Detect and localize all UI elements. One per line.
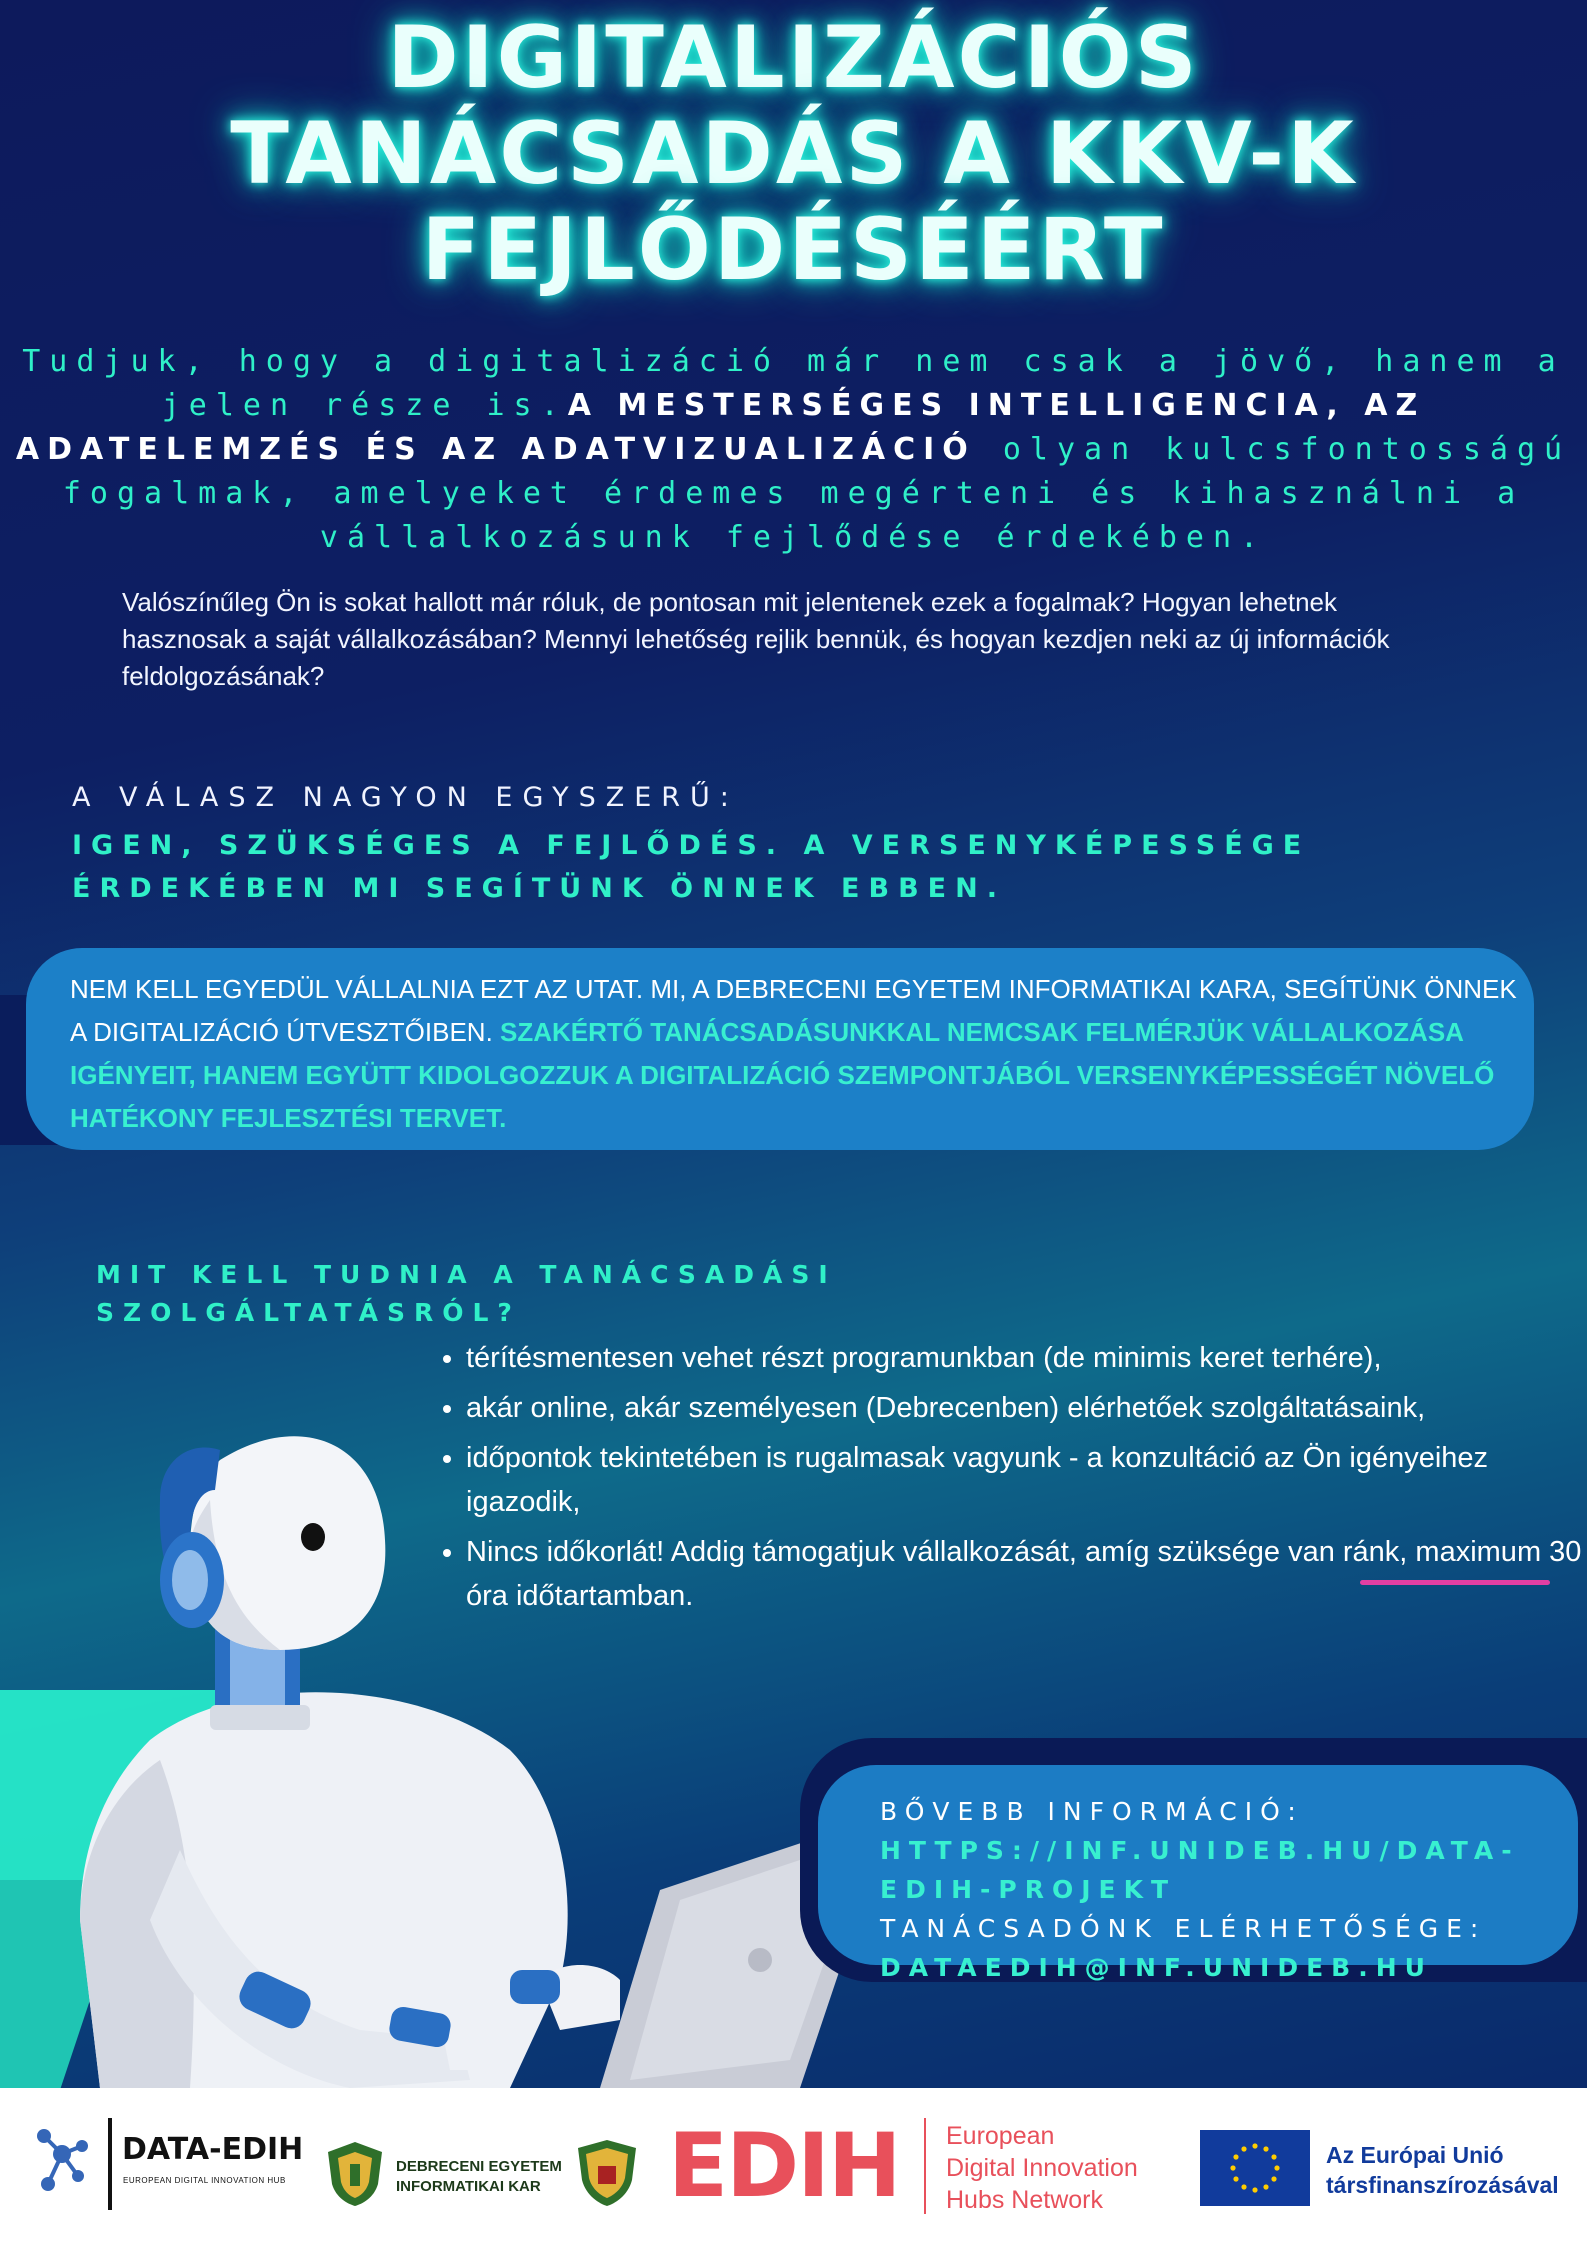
data-edih-name: DATA-EDIH: [122, 2132, 304, 2167]
highlight-underline: [1360, 1580, 1550, 1585]
title-line-1: DIGITALIZÁCIÓS: [387, 8, 1200, 108]
data-edih-sub: EUROPEAN DIGITAL INNOVATION HUB: [123, 2176, 286, 2185]
edih-divider: [924, 2118, 926, 2214]
footer-logos: [0, 2088, 1587, 2245]
eu-flag-icon: [1200, 2130, 1310, 2206]
offer-highlight: SZAKÉRTŐ TANÁCSADÁSUNKKAL NEMCSAK FELMÉRJÜK VÁLLALKOZÁSA IGÉNYEIT, HANEM EGYÜTT KIDOLGOZZUK A DIGITALIZÁCIÓ SZEMPONTJÁBÓL VERSENYKÉPESSÉGÉT NÖVELŐ HATÉKONY FEJLESZTÉSI TERVET.: [70, 1017, 1495, 1133]
email-link[interactable]: DATAEDIH@INF.UNIDEB.HU: [880, 1953, 1433, 1982]
title-line-2: TANÁCSADÁS A KKV-K: [230, 104, 1357, 204]
eu-line-2: társfinanszírozásával: [1326, 2172, 1559, 2198]
robot-illustration: [40, 1420, 920, 2088]
project-link[interactable]: HTTPS://INF.UNIDEB.HU/DATA-EDIH-PROJEKT: [880, 1836, 1520, 1904]
edih-line-2: Digital Innovation: [946, 2154, 1138, 2182]
unideb-shield-icon: [574, 2136, 640, 2208]
title-line-3: FEJLŐDÉSÉÉRT: [421, 200, 1166, 300]
intro-part-1: Tudjuk, hogy a digitalizáció már nem csak a jövő, hanem a jelen része is.: [22, 344, 1565, 423]
offer-plain: NEM KELL EGYEDÜL VÁLLALNIA EZT AZ UTAT. MI, A DEBRECENI EGYETEM INFORMATIKAI KARA, SEGÍTÜNK ÖNNEK A DIGITALIZÁCIÓ ÚTVESZTŐIBEN.: [70, 974, 1517, 1047]
intro-highlight: A MESTERSÉGES INTELLIGENCIA, AZ ADATELEMZÉS ÉS AZ ADATVIZUALIZÁCIÓ: [15, 388, 1426, 467]
intro-part-2: olyan kulcsfontosságú fogalmak, amelyeket érdemes megérteni és kihasználni a vállalkozásunk fejlődése érdekében.: [62, 432, 1572, 555]
intro-paragraph: Valószínűleg Ön is sokat hallott már róluk, de pontosan mit jelentenek ezek a fogalmak? Hogyan lehetnek hasznosak a saját vállalkozásában? Mennyi lehetőség rejlik bennük, és hogyan kezdjen neki az új információk feldolgozásának?: [122, 587, 1390, 691]
list-item: • térítésmentesen vehet részt programunkban (de minimis keret terhére),: [466, 1336, 1587, 1380]
advisor-label: TANÁCSADÓNK ELÉRHETŐSÉGE:: [880, 1914, 1487, 1943]
eu-line-1: Az Európai Unió: [1326, 2142, 1504, 2168]
edih-line-3: Hubs Network: [946, 2186, 1103, 2214]
edih-line-1: European: [946, 2122, 1055, 2150]
answer-lead: A VÁLASZ NAGYON EGYSZERŰ:: [72, 782, 739, 813]
more-info-label: BŐVEBB INFORMÁCIÓ:: [880, 1797, 1304, 1826]
list-item: • akár online, akár személyesen (Debrecenben) elérhetőek szolgáltatásaink,: [466, 1386, 1587, 1430]
edih-mark: EDIH: [668, 2114, 900, 2217]
logo-divider: [108, 2118, 112, 2210]
service-title: MIT KELL TUDNIA A TANÁCSADÁSI SZOLGÁLTATÁSRÓL?: [96, 1260, 837, 1327]
page-title: [0, 10, 1587, 298]
answer-body: IGEN, SZÜKSÉGES A FEJLŐDÉS. A VERSENYKÉPESSÉGE ÉRDEKÉBEN MI SEGÍTÜNK ÖNNEK EBBEN.: [72, 830, 1311, 904]
eu-text: [1326, 2140, 1559, 2200]
unideb-line-1: DEBRECENI EGYETEM: [396, 2158, 562, 2175]
list-item: • Nincs időkorlát! Addig támogatjuk vállalkozását, amíg szüksége van ránk, maximum 30 óra időtartamban.: [466, 1530, 1587, 1618]
edih-text: [946, 2120, 1138, 2216]
network-icon: [34, 2124, 90, 2196]
contact-text: [880, 1792, 1560, 1987]
unideb-line-2: INFORMATIKAI KAR: [396, 2178, 541, 2195]
offer-text: [70, 968, 1520, 1140]
intro-text: [0, 340, 1587, 560]
list-item: • időpontok tekintetében is rugalmasak vagyunk - a konzultáció az Ön igényeihez igazodik,: [466, 1436, 1587, 1524]
unideb-crest-icon: [322, 2138, 388, 2208]
